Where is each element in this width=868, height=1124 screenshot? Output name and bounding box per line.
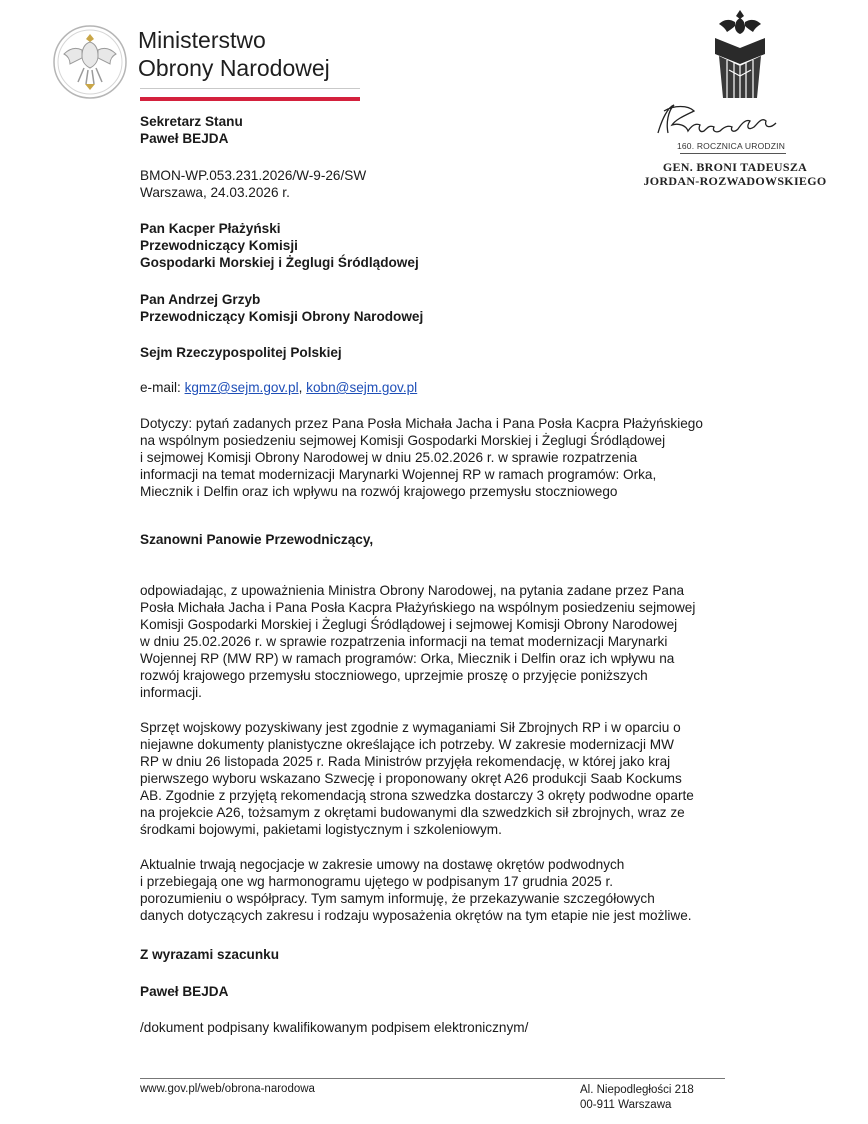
- anniversary-label: 160. ROCZNICA URODZIN: [676, 141, 786, 151]
- closing-signer: Paweł BEJDA: [140, 984, 229, 999]
- body-line: AB. Zgodnie z przyjętą rekomendacją strona szwedzka dostarczy 3 okręty podwodne oparte: [140, 788, 694, 803]
- flag-stripe-white: [140, 88, 360, 89]
- body-line: porozumieniu o współpracy. Tym samym informuję, że przekazywanie szczegółowych: [140, 891, 655, 906]
- body-line: rozwój krajowego przemysłu stoczniowego, uprzejmie proszę o przyjęcie poniższych: [140, 668, 648, 683]
- recipient-1-role-line2: Gospodarki Morskiej i Żeglugi Śródlądowej: [140, 255, 419, 270]
- body-line: Aktualnie trwają negocjacje w zakresie umowy na dostawę okrętów podwodnych: [140, 857, 625, 872]
- footer-address-line1: Al. Niepodległości 218: [580, 1084, 694, 1096]
- sender-block: [140, 113, 243, 147]
- body-paragraph-2: [140, 719, 726, 838]
- body-line: danych dotyczących zakresu i rodzaju wyposażenia okrętów na tym etapie nie jest możliwe.: [140, 908, 692, 923]
- place-date: Warszawa, 24.03.2026 r.: [140, 185, 290, 200]
- signature-note: /dokument podpisany kwalifikowanym podpisem elektronicznym/: [140, 1020, 529, 1035]
- general-name: [640, 160, 830, 188]
- footer-website[interactable]: www.gov.pl/web/obrona-narodowa: [140, 1083, 315, 1095]
- reference-block: [140, 167, 366, 201]
- ministry-name: [138, 26, 330, 82]
- sender-name: Paweł BEJDA: [140, 131, 229, 146]
- body-line: informacji.: [140, 685, 202, 700]
- body-line: Komisji Gospodarki Morskiej i Żeglugi Śródlądowej i sejmowej Komisji Obrony Narodowej: [140, 617, 678, 632]
- subject-line: i sejmowej Komisji Obrony Narodowej w dniu 25.02.2026 r. w sprawie rozpatrzenia: [140, 450, 638, 465]
- salutation: Szanowni Panowie Przewodniczący,: [140, 532, 374, 547]
- general-signature: [650, 95, 800, 145]
- recipient-1: [140, 220, 419, 271]
- ministry-name-line1: Ministerstwo: [138, 27, 266, 53]
- email-label: e-mail:: [140, 380, 185, 395]
- reference-number: BMON-WP.053.231.2026/W-9-26/SW: [140, 168, 367, 183]
- body-paragraph-3: [140, 856, 726, 924]
- general-name-line1: GEN. BRONI TADEUSZA: [662, 160, 808, 174]
- body-line: i przebiegają one wg harmonogramu ujętego w podpisanym 17 grudnia 2025 r.: [140, 874, 614, 889]
- general-monument-emblem: [705, 8, 775, 100]
- recipient-1-role-line1: Przewodniczący Komisji: [140, 238, 298, 253]
- body-line: pierwszego wyboru wskazano Szwecję i proponowany okręt A26 produkcji Saab Kockums: [140, 771, 682, 786]
- body-line: odpowiadając, z upoważnienia Ministra Obrony Narodowej, na pytania zadane przez Pana: [140, 583, 685, 598]
- body-line: niejawne dokumenty planistyczne określające ich potrzeby. W zakresie modernizacji MW: [140, 737, 674, 752]
- email-link-kgmz[interactable]: kgmz@sejm.gov.pl: [184, 380, 299, 395]
- institution: Sejm Rzeczypospolitej Polskiej: [140, 345, 342, 360]
- email-separator: ,: [298, 380, 307, 395]
- email-link-kobn[interactable]: kobn@sejm.gov.pl: [306, 380, 418, 395]
- body-line: na projekcie A26, tożsamym z okrętami budowanymi dla szwedzkich sił zbrojnych, wraz ze: [140, 805, 685, 820]
- subject-line: Miecznik i Delfin oraz ich wpływu na rozwój krajowego przemysłu stoczniowego: [140, 484, 618, 499]
- ministry-eagle-logo: [52, 22, 128, 102]
- subject-line: Dotyczy: pytań zadanych przez Pana Posła Michała Jacha i Pana Posła Kacpra Płażyńskiego: [140, 416, 703, 431]
- body-line: RP w dniu 26 listopada 2025 r. Rada Ministrów przyjęła rekomendację, w której jako kraj: [140, 754, 671, 769]
- body-line: Wojennej RP (MW RP) w ramach programów: Orka, Miecznik i Delfin oraz ich wpływu na: [140, 651, 675, 666]
- general-name-line2: JORDAN-ROZWADOWSKIEGO: [643, 174, 827, 188]
- subject-line: na wspólnym posiedzeniu sejmowej Komisji Gospodarki Morskiej i Żeglugi Śródlądowej: [140, 433, 666, 448]
- body-line: środkami bojowymi, pakietami logistycznym i szkoleniowym.: [140, 822, 502, 837]
- body-line: w dniu 25.02.2026 r. w sprawie rozpatrzenia informacji na temat modernizacji Marynarki: [140, 634, 668, 649]
- body-line: Sprzęt wojskowy pozyskiwany jest zgodnie z wymaganiami Sił Zbrojnych RP i w oparciu o: [140, 720, 681, 735]
- subject-block: [140, 415, 726, 500]
- recipient-2-role: Przewodniczący Komisji Obrony Narodowej: [140, 309, 424, 324]
- recipient-2: [140, 291, 423, 325]
- footer-address: [580, 1083, 694, 1113]
- body-paragraph-1: [140, 582, 726, 701]
- email-line: [140, 379, 417, 396]
- footer-address-line2: 00-911 Warszawa: [580, 1099, 672, 1111]
- body-line: Posła Michała Jacha i Pana Posła Kacpra Płażyńskiego na wspólnym posiedzeniu sejmowej: [140, 600, 696, 615]
- recipient-2-name: Pan Andrzej Grzyb: [140, 292, 261, 307]
- sender-position: Sekretarz Stanu: [140, 114, 243, 129]
- flag-stripe-red: [140, 97, 360, 101]
- ministry-name-line2: Obrony Narodowej: [138, 55, 330, 81]
- recipient-1-name: Pan Kacper Płażyński: [140, 221, 281, 236]
- anniversary-divider: [680, 153, 786, 154]
- closing-regards: Z wyrazami szacunku: [140, 947, 280, 962]
- footer-divider: [140, 1078, 725, 1079]
- subject-line: informacji na temat modernizacji Marynarki Wojennej RP w ramach programów: Orka,: [140, 467, 657, 482]
